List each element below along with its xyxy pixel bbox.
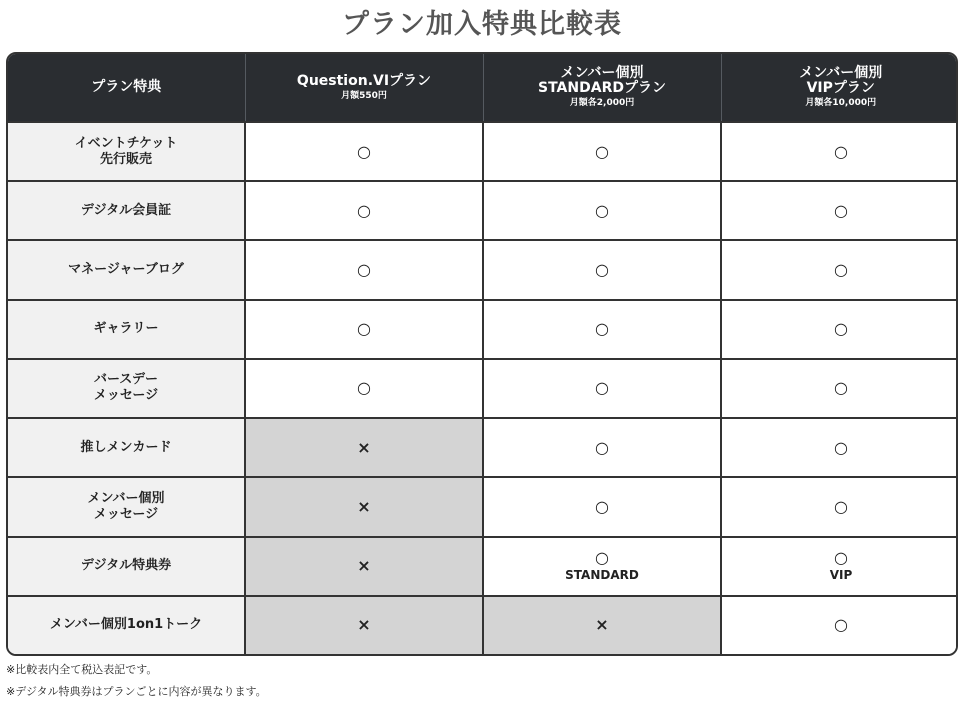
cross-mark: ×: [357, 615, 371, 635]
feature-label: 推しメンカード: [8, 418, 245, 477]
table-row: [8, 240, 958, 299]
table-row: [8, 359, 958, 418]
plan-price: 月額各2,000円: [569, 98, 635, 108]
table-row: [8, 418, 958, 477]
cell-available: [721, 537, 958, 596]
cell-available: [721, 477, 958, 536]
circle-mark: ○: [357, 200, 371, 220]
cell-available: [483, 300, 721, 359]
table-row: [8, 181, 958, 240]
comparison-table: [6, 52, 958, 656]
circle-mark: ○: [595, 200, 609, 220]
cell-available: [483, 122, 721, 181]
footnote-digital-ticket: ※デジタル特典券はプランごとに内容が異なります。: [6, 685, 267, 698]
plan-name: Question.VIプラン: [296, 72, 432, 89]
header-plan-standard: [483, 54, 721, 122]
circle-mark: ○: [595, 496, 609, 516]
cross-mark: ×: [357, 496, 371, 516]
cell-available: [245, 300, 483, 359]
circle-mark: ○: [834, 437, 848, 457]
footnote-tax: ※比較表内全て税込表記です。: [6, 663, 158, 676]
circle-mark: ○: [595, 319, 609, 339]
cell-sublabel: VIP: [829, 568, 853, 583]
circle-mark: ○: [357, 378, 371, 398]
cross-mark: ×: [357, 437, 371, 457]
feature-label: デジタル特典券: [8, 537, 245, 596]
feature-label: バースデー メッセージ: [8, 359, 245, 418]
circle-mark: ○: [834, 319, 848, 339]
cell-available: [721, 359, 958, 418]
circle-mark: ○: [834, 141, 848, 161]
feature-label: メンバー個別1on1トーク: [8, 596, 245, 654]
cell-available: [721, 596, 958, 654]
circle-mark: ○: [357, 141, 371, 161]
cell-available: [483, 181, 721, 240]
cell-not-available: [245, 418, 483, 477]
cell-not-available: [245, 477, 483, 536]
plan-price: 月額550円: [341, 90, 387, 101]
cross-mark: ×: [595, 615, 609, 635]
table-row: [8, 596, 958, 654]
plan-name: メンバー個別 VIPプラン: [799, 65, 883, 96]
cell-available: [483, 418, 721, 477]
feature-label: マネージャーブログ: [8, 240, 245, 299]
cell-available: [245, 122, 483, 181]
plan-name: メンバー個別 STANDARDプラン: [538, 65, 666, 96]
circle-mark: ○: [595, 141, 609, 161]
header-plan-vip: [721, 54, 958, 122]
feature-label: メンバー個別 メッセージ: [8, 477, 245, 536]
cell-sublabel: STANDARD: [565, 568, 639, 583]
cell-available: [721, 240, 958, 299]
cell-available: [721, 300, 958, 359]
footnotes: [6, 659, 267, 703]
cell-not-available: [245, 537, 483, 596]
cell-available: [483, 359, 721, 418]
cell-not-available: [483, 596, 721, 654]
circle-mark: ○: [595, 378, 609, 398]
table-row: [8, 537, 958, 596]
circle-mark: ○: [834, 548, 848, 568]
circle-mark: ○: [357, 319, 371, 339]
feature-label: ギャラリー: [8, 300, 245, 359]
table-header-row: [8, 54, 958, 122]
cell-available: [245, 240, 483, 299]
cross-mark: ×: [357, 556, 371, 576]
plan-price: 月額各10,000円: [805, 98, 877, 108]
cell-not-available: [245, 596, 483, 654]
table-row: [8, 122, 958, 181]
cell-available: [245, 359, 483, 418]
header-plan-question-vi: [245, 54, 483, 122]
page-title: プラン加入特典比較表: [342, 9, 622, 40]
circle-mark: ○: [834, 260, 848, 280]
cell-available: [721, 181, 958, 240]
circle-mark: ○: [595, 260, 609, 280]
cell-available: [483, 537, 721, 596]
feature-label: デジタル会員証: [8, 181, 245, 240]
cell-available: [483, 477, 721, 536]
feature-label: イベントチケット 先行販売: [8, 122, 245, 181]
circle-mark: ○: [595, 548, 609, 568]
circle-mark: ○: [834, 615, 848, 635]
cell-available: [721, 418, 958, 477]
circle-mark: ○: [834, 378, 848, 398]
table-row: [8, 300, 958, 359]
header-feature: プラン特典: [8, 54, 245, 122]
circle-mark: ○: [834, 496, 848, 516]
cell-available: [721, 122, 958, 181]
circle-mark: ○: [595, 437, 609, 457]
circle-mark: ○: [357, 260, 371, 280]
cell-available: [483, 240, 721, 299]
circle-mark: ○: [834, 200, 848, 220]
cell-available: [245, 181, 483, 240]
table-row: [8, 477, 958, 536]
